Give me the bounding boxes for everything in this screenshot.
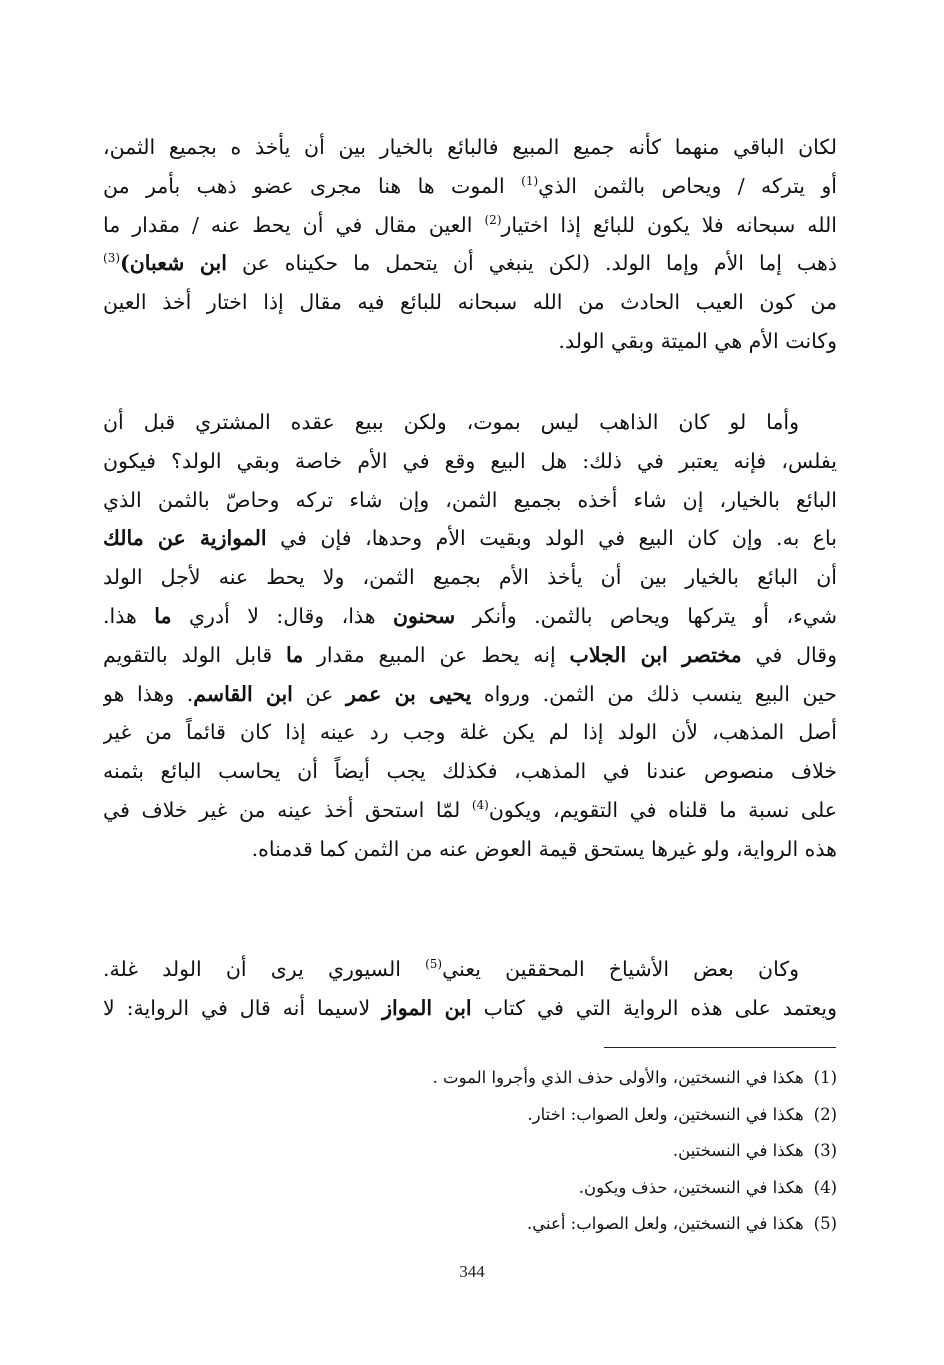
footnote-ref-1: (1) (521, 173, 539, 188)
text-line: أصل المذهب، لأن الولد إذا لم يكن غلة وجب رد عينه إذا كان قائماً من غير (103, 720, 837, 745)
bold-name: الموازية عن مالك (103, 526, 267, 551)
text-line: شيء، أو يتركها ويحاص بالثمن. وأنكر سحنون هذا، وقال: لا أدري ما هذا. (103, 603, 837, 628)
text-line: لكان الباقي منهما كأنه جميع المبيع فالبائع بالخيار بين أن يأخذ ه بجميع الثمن، (103, 135, 837, 159)
footnotes (103, 1063, 837, 1246)
bold-name: ابن القاسم (193, 681, 293, 706)
text-line: يفلس، فإنه يعتبر في ذلك: هل البيع وقع في الأم خاصة وبقي الولد؟ فيكون (103, 448, 837, 473)
text-line: الله سبحانه فلا يكون للبائع إذا اختيار$^{(2)}$ العين مقال في أن يحط عنه / مقدار ما (103, 212, 837, 237)
text-line: حين البيع ينسب ذلك من الثمن. ورواه يحيى بن عمر عن ابن القاسم. وهذا هو (103, 681, 837, 706)
footnote-divider (604, 1047, 836, 1048)
footnote-1: (1) هكذا في النسختين، والأولى حذف الذي وأجروا الموت . (432, 1068, 837, 1087)
bold-name: مختصر ابن الجلاب (569, 642, 742, 667)
text-line: من كون العيب الحادث من الله سبحانه للبائع فيه مقال إذا اختار أخذ العين (103, 290, 837, 315)
text-line: البائع بالخيار، إن شاء أخذه بجميع الثمن، وإن شاء تركه وحاصّ بالثمن الذي (103, 487, 837, 512)
paragraph-1 (103, 128, 837, 361)
bold-name: يحيى بن عمر (345, 681, 472, 706)
bold-word: ما (154, 603, 172, 628)
text-line: وقال في مختصر ابن الجلاب إنه يحط عن المبيع مقدار ما قابل الولد بالتقويم (103, 642, 837, 667)
footnote-ref-5: (5) (425, 957, 443, 972)
footnote-ref-4: (4) (471, 798, 489, 813)
text-line: وأما لو كان الذاهب ليس بموت، ولكن ببيع عقده المشتري قبل أن (103, 410, 799, 434)
text-line: هذه الرواية، ولو غيرها يستحق قيمة العوض عنه من الثمن كما قدمناه. (251, 836, 837, 861)
text-line: أو يتركه / ويحاص بالثمن الذي$^{(1)}$ الموت ها هنا مجرى عضو ذهب بأمر من (103, 173, 837, 198)
paragraph-3 (103, 950, 837, 1028)
text-line: ذهب إما الأم وإما الولد. (لكن ينبغي أن يتحمل ما حكيناه عن ابن شعبان)$^{(3)}$ (103, 251, 837, 276)
text-line: باع به. وإن كان البيع في الولد وبقيت الأم وحدها، فإن في الموازية عن مالك (103, 526, 837, 551)
footnote-ref-3: (3) (103, 251, 121, 266)
footnote-3: (3) هكذا في النسختين. (672, 1141, 837, 1160)
text-line: وكانت الأم هي الميتة وبقي الولد. (558, 328, 837, 353)
text-line: وكان بعض الأشياخ المحققين يعني$^{(5)}$ السيوري يرى أن الولد غلة. (103, 957, 799, 981)
text-line: خلاف منصوص عندنا في المذهب، فكذلك يجب أيضاً أن يحاسب البائع بثمنه (103, 759, 837, 784)
paragraph-2 (103, 403, 837, 869)
text-line: ويعتمد على هذه الرواية التي في كتاب ابن المواز لاسيما أنه قال في الرواية: لا (103, 995, 837, 1020)
footnote-2: (2) هكذا في النسختين، ولعل الصواب: اختار. (527, 1104, 837, 1124)
footnote-4: (4) هكذا في النسختين، حذف ويكون. (578, 1177, 837, 1197)
footnote-5: (5) هكذا في النسختين، ولعل الصواب: أعني. (527, 1214, 837, 1233)
text-line: أن البائع بالخيار بين أن يأخذ الأم بجميع الثمن، ولا يحط عنه لأجل الولد (103, 565, 837, 590)
bold-name: ابن المواز (382, 995, 472, 1020)
bold-name: ابن شعبان) (120, 251, 227, 276)
bold-name: سحنون (392, 603, 456, 628)
page-number: 344 (459, 1262, 485, 1281)
bold-word: ما (285, 642, 304, 667)
footnote-ref-2: (2) (484, 212, 502, 227)
text-line: على نسبة ما قلناه في التقويم، ويكون$^{(4)}$ لمّا استحق أخذ عينه من غير خلاف في (103, 797, 837, 822)
